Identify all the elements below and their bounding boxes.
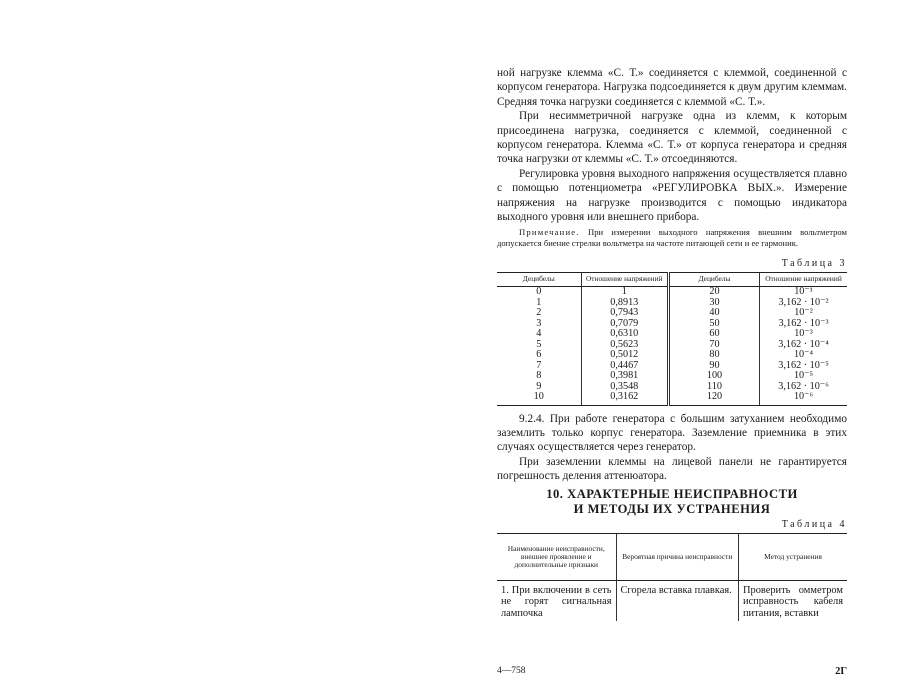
table-3-cell: 7 bbox=[536, 359, 542, 371]
table-row bbox=[497, 580, 847, 621]
table-3-cell: 3,162 · 10⁻² bbox=[760, 298, 848, 309]
table-row bbox=[497, 392, 847, 405]
paragraph-2: При несимметричной нагрузке одна из клемм, к которым присоединена нагрузка, соединяется с клеммой, соединенной с корпусом генератора. Клемма «С. Т.» от корпуса генератора и средняя точка нагрузки от клеммы «С. Т.» отсоединяются. bbox=[497, 110, 847, 166]
page-number: 2Г bbox=[835, 666, 847, 677]
note-text: При измерении выходного напряжения внешним вольтметром допускается биение стрелки вольтметра на частоте питающей сети и ее гармоник. bbox=[497, 227, 847, 249]
table-row bbox=[497, 350, 847, 361]
table-3-cell: 5 bbox=[536, 338, 542, 350]
table-3-cell: 3,162 · 10⁻³ bbox=[760, 319, 848, 330]
table-3-cell: 100 bbox=[669, 371, 760, 382]
table-3-cell: 0,3548 bbox=[581, 382, 669, 393]
table-3-header: Децибелы bbox=[669, 273, 760, 287]
table-3-cell: 3,162 · 10⁻⁴ bbox=[760, 340, 848, 351]
table-4-header: Метод устранения bbox=[739, 533, 848, 580]
table-4-caption: Таблица 4 bbox=[781, 518, 847, 530]
table-3-cell: 10⁻⁶ bbox=[760, 392, 848, 405]
table-3-cell: 40 bbox=[669, 308, 760, 319]
table-3-caption: Таблица 3 bbox=[781, 258, 847, 270]
table-3-cell: 4 bbox=[536, 328, 542, 340]
table-3-cell: 80 bbox=[669, 350, 760, 361]
section-heading-line-1: 10. ХАРАКТЕРНЫЕ НЕИСПРАВНОСТИ bbox=[546, 486, 798, 501]
table-3-header: Децибелы bbox=[497, 273, 581, 287]
table-row bbox=[497, 329, 847, 340]
table-row bbox=[497, 287, 847, 298]
paragraph-3: Регулировка уровня выходного напряжения осуществляется плавно с помощью потенциометра «РЕГУЛИРОВКА ВЫХ.». Измерение напряжения на нагрузке производится с помощью индикатора выходного уровня или внешнего прибора. bbox=[497, 167, 847, 224]
table-3-cell: 70 bbox=[669, 340, 760, 351]
table-3-cell: 10⁻² bbox=[760, 308, 848, 319]
table-4-header: Наименование неисправности, внешнее проявление и дополнительные признаки bbox=[497, 533, 616, 580]
table-3-cell: 9 bbox=[536, 380, 542, 392]
table-3-cell: 90 bbox=[669, 361, 760, 372]
note bbox=[497, 227, 847, 249]
paragraph-4: 9.2.4. При работе генератора с большим затуханием необходимо заземлить только корпус генератора. Заземление приемника в этих случаях осуществляется через генератор. bbox=[497, 412, 847, 454]
table-3-cell: 1 bbox=[581, 287, 669, 298]
table-3-header: Отношение напряжений bbox=[760, 273, 848, 287]
table-4-cell: Проверить омметром исправность кабеля питания, вставки bbox=[739, 580, 848, 621]
table-3-cell: 10⁻¹ bbox=[760, 287, 848, 298]
table-3-cell: 3,162 · 10⁻⁶ bbox=[760, 382, 848, 393]
table-3-cell: 50 bbox=[669, 319, 760, 330]
print-code: 4—758 bbox=[497, 666, 526, 676]
table-row bbox=[497, 308, 847, 319]
table-3-cell: 0,7943 bbox=[581, 308, 669, 319]
table-3-cell: 20 bbox=[669, 287, 760, 298]
paragraph-5: При заземлении клеммы на лицевой панели не гарантируется погрешность деления аттенюатора. bbox=[497, 455, 847, 483]
table-3-cell: 0,6310 bbox=[581, 329, 669, 340]
table-3-cell: 1 bbox=[536, 296, 542, 308]
table-3-cell: 10 bbox=[497, 392, 581, 405]
table-3-cell: 120 bbox=[669, 392, 760, 405]
table-3-cell: 60 bbox=[669, 329, 760, 340]
table-4 bbox=[497, 533, 847, 622]
table-3-cell: 0,3981 bbox=[581, 371, 669, 382]
table-3-cell: 10⁻⁵ bbox=[760, 371, 848, 382]
table-3-cell: 0,5623 bbox=[581, 340, 669, 351]
table-3-cell: 10⁻⁴ bbox=[760, 350, 848, 361]
table-3-cell: 0 bbox=[536, 286, 542, 298]
table-row bbox=[497, 371, 847, 382]
section-heading-line-2: И МЕТОДЫ ИХ УСТРАНЕНИЯ bbox=[573, 501, 771, 516]
table-3-cell: 3,162 · 10⁻⁵ bbox=[760, 361, 848, 372]
table-3-cell: 0,7079 bbox=[581, 319, 669, 330]
table-3-cell: 0,8913 bbox=[581, 298, 669, 309]
table-3-cell: 8 bbox=[536, 370, 542, 382]
table-3 bbox=[497, 272, 847, 406]
table-3-body bbox=[497, 287, 847, 406]
table-3-cell: 30 bbox=[669, 298, 760, 309]
table-3-cell: 0,5012 bbox=[581, 350, 669, 361]
table-3-cell: 2 bbox=[536, 307, 542, 319]
table-3-cell: 0,3162 bbox=[581, 392, 669, 405]
table-3-cell: 10⁻³ bbox=[760, 329, 848, 340]
document-page bbox=[497, 66, 847, 677]
table-3-cell: 0,4467 bbox=[581, 361, 669, 372]
table-4-cell: 1. При включении в сеть не горят сигнальная лампочка bbox=[501, 584, 612, 619]
table-3-header: Отношение напряжений bbox=[581, 273, 669, 287]
table-4-cell: Сгорела вставка плавкая. bbox=[616, 580, 739, 621]
paragraph-1: ной нагрузке клемма «С. Т.» соединяется с клеммой, соединенной с корпусом генератора. Нагрузка подсоединяется к двум другим клеммам. Средняя точка нагрузки соединяется с клеммой «С. Т.». bbox=[497, 67, 847, 108]
section-heading bbox=[497, 487, 847, 517]
table-4-header: Вероятная причина неисправности bbox=[616, 533, 739, 580]
table-3-cell: 6 bbox=[536, 349, 542, 361]
note-label: Примечание. bbox=[519, 227, 580, 238]
table-3-cell: 110 bbox=[669, 382, 760, 393]
table-3-cell: 3 bbox=[536, 317, 542, 329]
